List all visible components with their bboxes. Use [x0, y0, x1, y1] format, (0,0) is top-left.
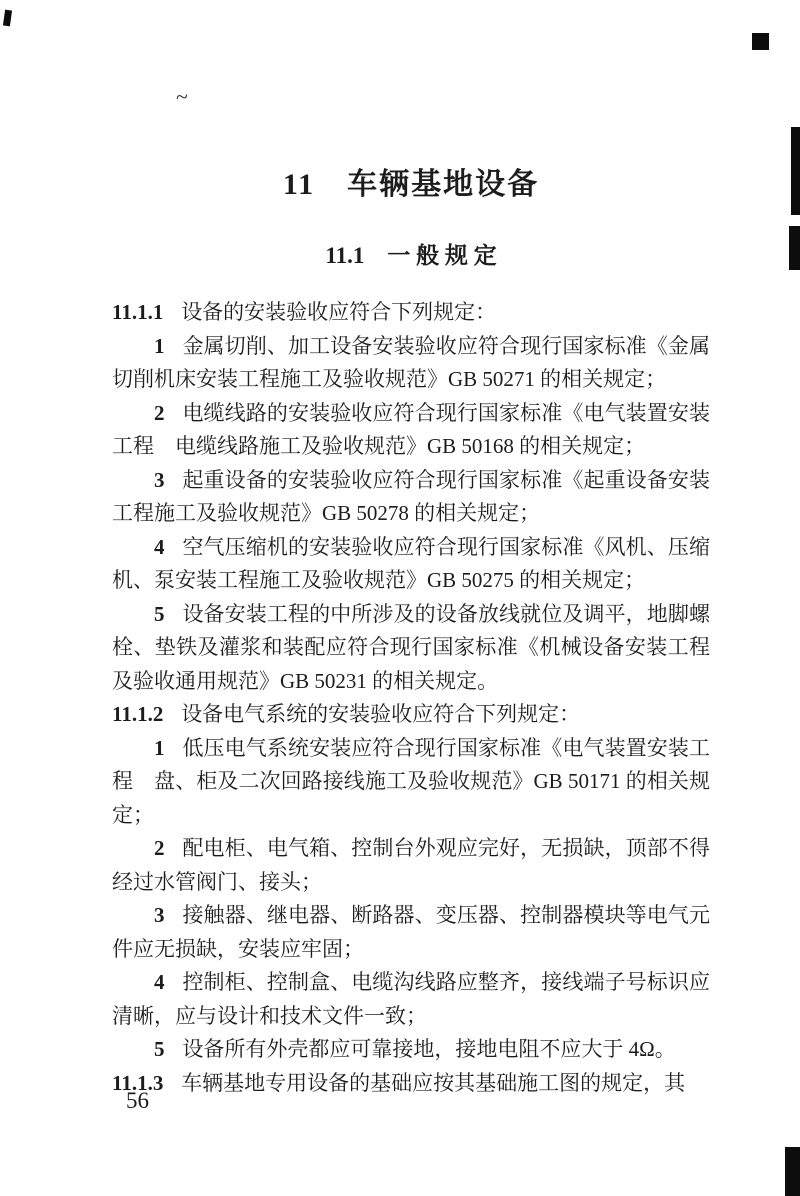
item-text: 控制柜、控制盒、电缆沟线路应整齐，接线端子号标识应清晰，应与设计和技术文件一致； — [112, 970, 710, 1028]
item-number: 5 — [154, 1037, 165, 1061]
scan-artifact-bottom-right — [785, 1147, 800, 1196]
clause-number: 11.1.1 — [112, 300, 164, 324]
item-number: 2 — [154, 400, 165, 425]
clause-number: 11.1.2 — [112, 702, 164, 726]
section-title: 11.1 一 般 规 定 — [325, 243, 497, 268]
item-paragraph — [112, 832, 710, 899]
item-paragraph — [112, 598, 710, 699]
clause-paragraph-11-1-2 — [112, 698, 710, 732]
item-text: 设备安装工程的中所涉及的设备放线就位及调平，地脚螺栓、垫铁及灌浆和装配应符合现行国家标准《机械设备安装工程及验收通用规范》GB 50231 的相关规定。 — [112, 601, 710, 693]
item-number: 1 — [154, 735, 165, 760]
item-paragraph — [112, 330, 710, 397]
item-paragraph — [112, 899, 710, 966]
clause-text: 车辆基地专用设备的基础应按其基础施工图的规定，其 — [181, 1070, 686, 1095]
item-text: 电缆线路的安装验收应符合现行国家标准《电气装置安装工程 电缆线路施工及验收规范》GB 50168 的相关规定； — [112, 400, 710, 458]
item-text: 设备所有外壳都应可靠接地，接地电阻不应大于 4Ω。 — [182, 1037, 676, 1061]
item-paragraph — [112, 1033, 710, 1067]
item-paragraph — [112, 397, 710, 464]
item-text: 低压电气系统安装应符合现行国家标准《电气装置安装工程 盘、柜及二次回路接线施工及验收规范》GB 50171 的相关规定； — [112, 735, 710, 827]
item-number: 3 — [154, 903, 165, 927]
item-number: 4 — [154, 970, 165, 994]
item-number: 3 — [154, 467, 165, 492]
scan-artifact-right-bar-2 — [789, 226, 800, 270]
item-text: 接触器、继电器、断路器、变压器、控制器模块等电气元件应无损缺，安装应牢固； — [112, 903, 710, 961]
scan-artifact-right-bar-1 — [791, 127, 800, 215]
clause-text: 设备的安装验收应符合下列规定： — [181, 300, 497, 324]
page-number: 56 — [126, 1088, 149, 1113]
scan-mark-tilde: ~ — [175, 83, 189, 110]
item-number: 4 — [154, 534, 165, 559]
clause-paragraph-11-1-3 — [112, 1067, 710, 1101]
item-number: 1 — [154, 333, 165, 358]
clause-number: 11.1.3 — [112, 1070, 164, 1095]
item-text: 起重设备的安装验收应符合现行国家标准《起重设备安装工程施工及验收规范》GB 50278 的相关规定； — [112, 467, 710, 525]
item-paragraph — [112, 464, 710, 531]
item-paragraph — [112, 732, 710, 833]
item-text: 金属切削、加工设备安装验收应符合现行国家标准《金属切削机床安装工程施工及验收规范》GB 50271 的相关规定； — [112, 333, 710, 391]
clause-text: 设备电气系统的安装验收应符合下列规定： — [181, 702, 581, 726]
item-number: 2 — [154, 836, 165, 860]
chapter-title: 11 车辆基地设备 — [282, 168, 540, 201]
scan-artifact-top-right — [752, 33, 769, 50]
item-text: 配电柜、电气箱、控制台外观应完好，无损缺，顶部不得经过水管阀门、接头； — [112, 836, 710, 894]
clause-paragraph-11-1-1 — [112, 296, 710, 330]
item-text: 空气压缩机的安装验收应符合现行国家标准《风机、压缩机、泵安装工程施工及验收规范》GB 50275 的相关规定； — [112, 534, 710, 592]
body-text — [112, 296, 710, 1100]
item-paragraph — [112, 966, 710, 1033]
item-paragraph — [112, 531, 710, 598]
item-number: 5 — [154, 601, 165, 626]
